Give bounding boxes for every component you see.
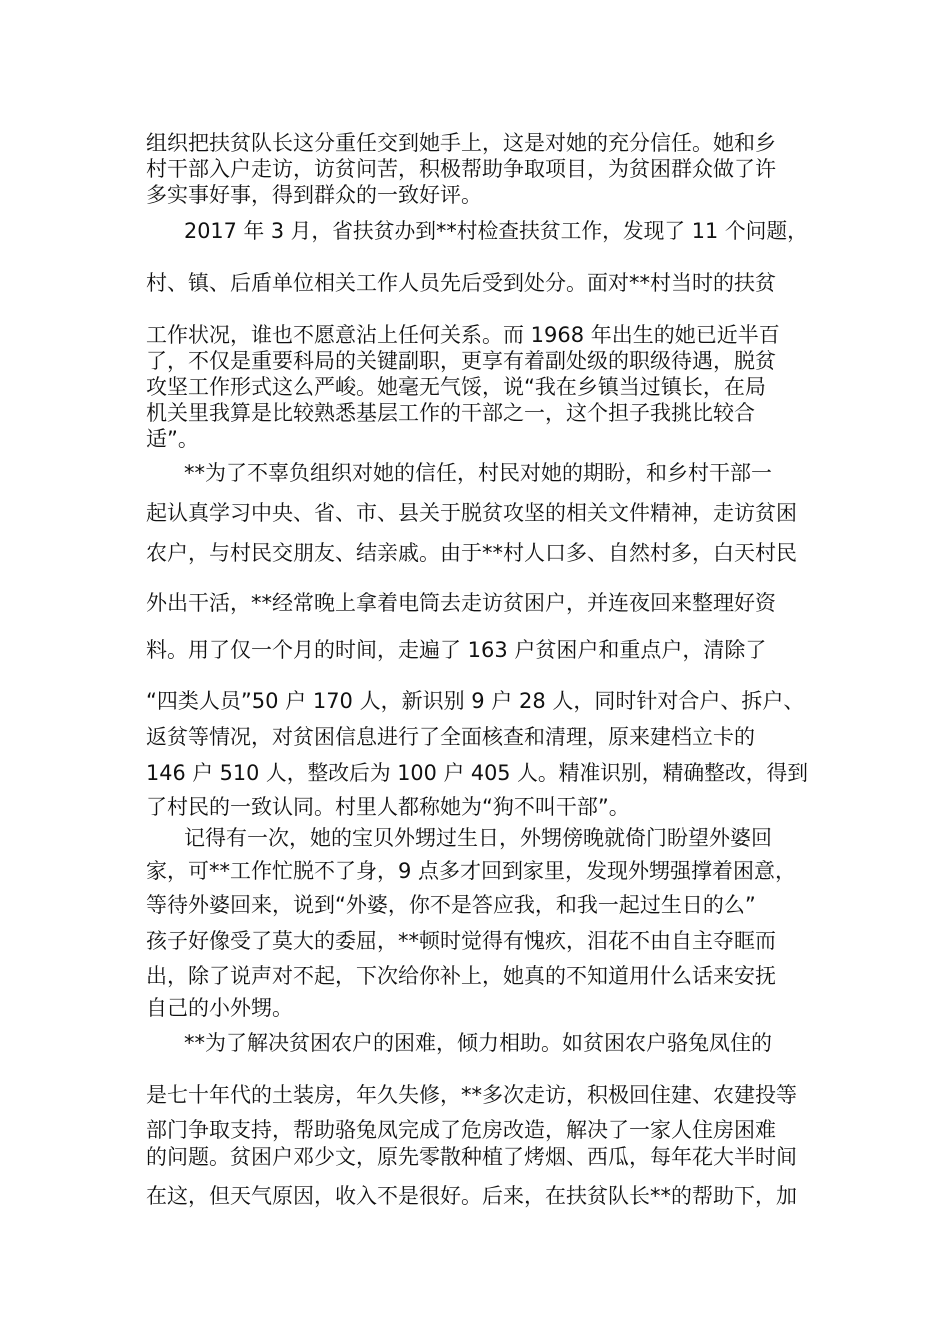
- text-line: 孩子好像受了莫大的委屈，**顿时觉得有愧疚，泪花不由自主夺眶而: [146, 929, 776, 953]
- text-line: 146 户 510 人，整改后为 100 户 405 人。精准识别，精确整改，得到: [146, 761, 809, 785]
- text-line: 多实事好事，得到群众的一致好评。: [146, 183, 482, 207]
- text-line: 记得有一次，她的宝贝外甥过生日，外甥傍晚就倚门盼望外婆回: [184, 826, 772, 850]
- text-line: 起认真学习中央、省、市、县关于脱贫攻坚的相关文件精神，走访贫困: [146, 501, 797, 525]
- text-line: 料。用了仅一个月的时间，走遍了 163 户贫困户和重点户，清除了: [146, 638, 767, 662]
- text-line: **为了解决贫困农户的困难，倾力相助。如贫困农户骆兔凤住的: [184, 1031, 772, 1055]
- text-line: 适”。: [146, 427, 199, 451]
- text-line: 的问题。贫困户邓少文，原先零散种植了烤烟、西瓜，每年花大半时间: [146, 1145, 797, 1169]
- text-line: 了，不仅是重要科局的关键副职，更享有着副处级的职级待遇，脱贫: [146, 349, 776, 373]
- text-line: 机关里我算是比较熟悉基层工作的干部之一，这个担子我挑比较合: [146, 401, 755, 425]
- text-line: 工作状况，谁也不愿意沾上任何关系。而 1968 年出生的她已近半百: [146, 323, 780, 347]
- text-line: 出，除了说声对不起，下次给你补上，她真的不知道用什么话来安抚: [146, 964, 776, 988]
- text-line: 农户，与村民交朋友、结亲戚。由于**村人口多、自然村多，白天村民: [146, 541, 797, 565]
- text-line: 家，可**工作忙脱不了身，9 点多才回到家里，发现外甥强撑着困意，: [146, 859, 797, 883]
- text-line: 等待外婆回来，说到“外婆，你不是答应我，和我一起过生日的么”: [146, 893, 756, 917]
- text-line: 返贫等情况，对贫困信息进行了全面核查和清理，原来建档立卡的: [146, 725, 755, 749]
- text-line: 是七十年代的土装房，年久失修，**多次走访，积极回住建、农建投等: [146, 1083, 797, 1107]
- text-line: 2017 年 3 月，省扶贫办到**村检查扶贫工作，发现了 11 个问题，: [184, 219, 808, 243]
- text-line: 村干部入户走访，访贫问苦，积极帮助争取项目，为贫困群众做了许: [146, 157, 776, 181]
- text-line: “四类人员”50 户 170 人，新识别 9 户 28 人，同时针对合户、拆户、: [146, 689, 805, 713]
- text-line: **为了不辜负组织对她的信任，村民对她的期盼，和乡村干部一: [184, 461, 772, 485]
- text-line: 村、镇、后盾单位相关工作人员先后受到处分。面对**村当时的扶贫: [146, 271, 776, 295]
- text-line: 组织把扶贫队长这分重任交到她手上，这是对她的充分信任。她和乡: [146, 131, 776, 155]
- text-line: 了村民的一致认同。村里人都称她为“狗不叫干部”。: [146, 795, 630, 819]
- text-line: 攻坚工作形式这么严峻。她毫无气馁，说“我在乡镇当过镇长，在局: [146, 375, 766, 399]
- text-line: 自己的小外甥。: [146, 996, 293, 1020]
- text-line: 在这，但天气原因，收入不是很好。后来，在扶贫队长**的帮助下，加: [146, 1184, 797, 1208]
- text-line: 外出干活，**经常晚上拿着电筒去走访贫困户，并连夜回来整理好资: [146, 591, 776, 615]
- text-line: 部门争取支持，帮助骆兔凤完成了危房改造，解决了一家人住房困难: [146, 1118, 776, 1142]
